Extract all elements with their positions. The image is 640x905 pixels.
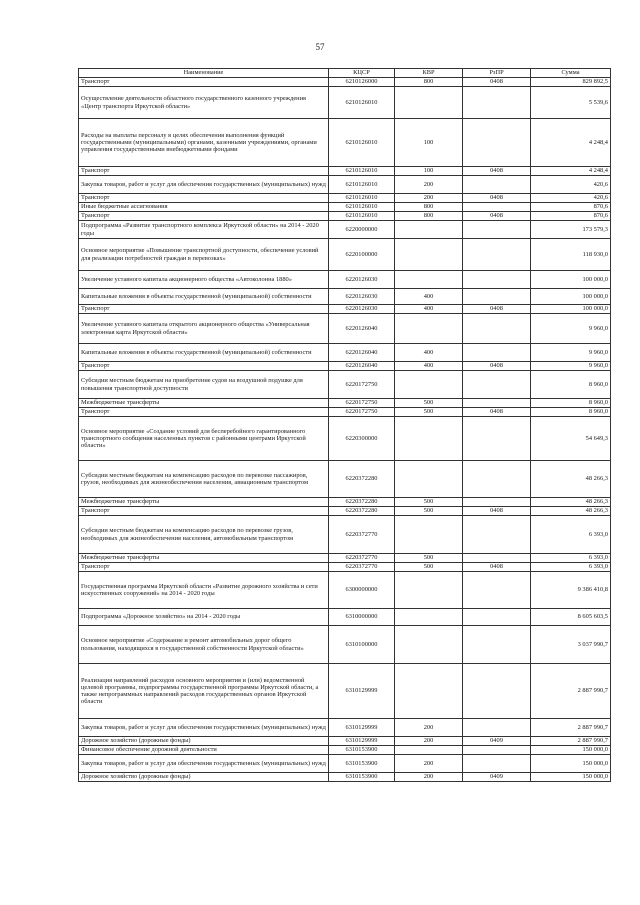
cell-name: Реализация направлений расходов основного мероприятия и (или) ведомственной целевой программы, подпрограммы государственной программы Иркутской области, а также непрограммных направлений расходов государственных органов Иркутской области: [79, 664, 329, 719]
cell-name: Транспорт: [79, 194, 329, 203]
cell-kcsr: 6220372770: [329, 563, 395, 572]
cell-name: Транспорт: [79, 408, 329, 417]
cell-rzpr: [463, 755, 531, 773]
cell-kvr: [395, 314, 463, 344]
table-row: [79, 664, 611, 719]
cell-rzpr: 0408: [463, 167, 531, 176]
cell-rzpr: 0408: [463, 78, 531, 87]
table-row: [79, 194, 611, 203]
cell-kcsr: 6220372770: [329, 516, 395, 554]
cell-name: Государственная программа Иркутской области «Развитие дорожного хозяйства и сети искусственных сооружений» на 2014 - 2020 годы: [79, 572, 329, 609]
cell-rzpr: [463, 344, 531, 362]
cell-kvr: [395, 664, 463, 719]
cell-sum: 4 248,4: [531, 167, 611, 176]
cell-kvr: 100: [395, 167, 463, 176]
cell-kvr: [395, 516, 463, 554]
table-row: [79, 609, 611, 626]
cell-kcsr: 6210126010: [329, 167, 395, 176]
cell-name: Закупка товаров, работ и услуг для обеспечения государственных (муниципальных) нужд: [79, 176, 329, 194]
cell-name: Межбюджетные трансферты: [79, 399, 329, 408]
table-row: [79, 78, 611, 87]
cell-name: Подпрограмма «Развитие транспортного комплекса Иркутской области» на 2014 - 2020 годы: [79, 221, 329, 239]
table-row: [79, 554, 611, 563]
cell-sum: 100 000,0: [531, 289, 611, 305]
cell-kcsr: 6310129999: [329, 664, 395, 719]
table-row: [79, 719, 611, 737]
cell-sum: 6 393,0: [531, 563, 611, 572]
cell-name: Транспорт: [79, 167, 329, 176]
table-row: [79, 167, 611, 176]
cell-name: Транспорт: [79, 78, 329, 87]
cell-rzpr: [463, 203, 531, 212]
cell-kcsr: 6210126010: [329, 203, 395, 212]
cell-name: Дорожное хозяйство (дорожные фонды): [79, 773, 329, 782]
table-row: [79, 289, 611, 305]
cell-kcsr: 6220372770: [329, 554, 395, 563]
cell-kvr: 500: [395, 554, 463, 563]
table-row: [79, 314, 611, 344]
cell-sum: 150 000,0: [531, 773, 611, 782]
cell-kvr: 500: [395, 507, 463, 516]
cell-sum: 8 960,0: [531, 399, 611, 408]
cell-kvr: 100: [395, 119, 463, 167]
cell-rzpr: 0408: [463, 362, 531, 371]
cell-kcsr: 6310153900: [329, 746, 395, 755]
cell-kvr: [395, 609, 463, 626]
cell-kcsr: 6310153900: [329, 773, 395, 782]
cell-name: Капитальные вложения в объекты государственной (муниципальной) собственности: [79, 289, 329, 305]
header-kvr: КВР: [395, 69, 463, 78]
cell-rzpr: [463, 314, 531, 344]
table-row: [79, 408, 611, 417]
cell-rzpr: 0408: [463, 212, 531, 221]
cell-name: Осуществление деятельности областного государственного казенного учреждения «Центр транспорта Иркутской области»: [79, 87, 329, 119]
cell-sum: 8 605 603,5: [531, 609, 611, 626]
table-row: [79, 507, 611, 516]
table-row: [79, 773, 611, 782]
table-header-row: [79, 69, 611, 78]
cell-sum: 8 960,0: [531, 408, 611, 417]
table-row: [79, 87, 611, 119]
cell-kcsr: 6220126040: [329, 344, 395, 362]
cell-sum: 9 960,0: [531, 314, 611, 344]
budget-table: [78, 68, 611, 782]
cell-sum: 100 000,0: [531, 271, 611, 289]
cell-sum: 870,6: [531, 203, 611, 212]
cell-rzpr: [463, 399, 531, 408]
cell-kcsr: 6300000000: [329, 572, 395, 609]
table-row: [79, 362, 611, 371]
cell-kcsr: 6220372280: [329, 461, 395, 498]
cell-kvr: 200: [395, 737, 463, 746]
cell-kvr: 500: [395, 399, 463, 408]
cell-sum: 870,6: [531, 212, 611, 221]
cell-sum: 420,6: [531, 176, 611, 194]
cell-sum: 829 892,5: [531, 78, 611, 87]
cell-sum: 6 393,0: [531, 554, 611, 563]
cell-kcsr: 6220172750: [329, 408, 395, 417]
cell-name: Капитальные вложения в объекты государственной (муниципальной) собственности: [79, 344, 329, 362]
cell-sum: 9 960,0: [531, 344, 611, 362]
table-row: [79, 461, 611, 498]
cell-rzpr: [463, 87, 531, 119]
table-row: [79, 371, 611, 399]
cell-kvr: [395, 221, 463, 239]
page-number: 57: [315, 42, 325, 52]
cell-rzpr: [463, 746, 531, 755]
cell-sum: 5 539,6: [531, 87, 611, 119]
cell-sum: 150 000,0: [531, 755, 611, 773]
cell-name: Транспорт: [79, 507, 329, 516]
cell-kvr: [395, 371, 463, 399]
cell-rzpr: 0408: [463, 507, 531, 516]
cell-rzpr: [463, 417, 531, 461]
cell-kvr: 500: [395, 563, 463, 572]
cell-kvr: 400: [395, 305, 463, 314]
cell-name: Иные бюджетные ассигнования: [79, 203, 329, 212]
cell-name: Закупка товаров, работ и услуг для обеспечения государственных (муниципальных) нужд: [79, 719, 329, 737]
cell-kcsr: 6220172750: [329, 399, 395, 408]
cell-kvr: [395, 572, 463, 609]
cell-kcsr: 6220000000: [329, 221, 395, 239]
cell-kcsr: 6210126010: [329, 119, 395, 167]
cell-kcsr: 6220372280: [329, 507, 395, 516]
table-row: [79, 271, 611, 289]
cell-name: Основное мероприятие «Содержание и ремонт автомобильных дорог общего пользования, находящихся в государственной собственности Иркутской области»: [79, 626, 329, 664]
cell-sum: 4 248,4: [531, 119, 611, 167]
cell-sum: 48 266,3: [531, 461, 611, 498]
cell-sum: 2 887 990,7: [531, 664, 611, 719]
cell-kvr: [395, 626, 463, 664]
table-row: [79, 626, 611, 664]
cell-kcsr: 6310100000: [329, 626, 395, 664]
cell-rzpr: [463, 271, 531, 289]
table-row: [79, 737, 611, 746]
cell-rzpr: [463, 664, 531, 719]
table-row: [79, 119, 611, 167]
cell-sum: 118 930,0: [531, 239, 611, 271]
cell-rzpr: 0408: [463, 305, 531, 314]
cell-rzpr: [463, 239, 531, 271]
cell-kvr: 800: [395, 203, 463, 212]
cell-sum: 9 960,0: [531, 362, 611, 371]
cell-sum: 2 887 990,7: [531, 737, 611, 746]
cell-kcsr: 6220372280: [329, 498, 395, 507]
cell-name: Транспорт: [79, 305, 329, 314]
cell-kvr: 200: [395, 719, 463, 737]
cell-rzpr: 0409: [463, 737, 531, 746]
cell-kcsr: 6310129999: [329, 737, 395, 746]
table-row: [79, 563, 611, 572]
cell-kvr: 800: [395, 78, 463, 87]
cell-kvr: [395, 461, 463, 498]
cell-sum: 9 386 410,8: [531, 572, 611, 609]
cell-name: Основное мероприятие «Повышение транспортной доступности, обеспечение условий для реализации потребностей граждан в перевозках»: [79, 239, 329, 271]
table-row: [79, 239, 611, 271]
cell-rzpr: [463, 572, 531, 609]
header-sum: Сумма: [531, 69, 611, 78]
cell-kvr: [395, 87, 463, 119]
cell-kcsr: 6310153900: [329, 755, 395, 773]
table-row: [79, 176, 611, 194]
cell-name: Транспорт: [79, 212, 329, 221]
cell-rzpr: 0408: [463, 408, 531, 417]
cell-sum: 2 887 990,7: [531, 719, 611, 737]
header-name: Наименование: [79, 69, 329, 78]
table-row: [79, 755, 611, 773]
cell-kcsr: 6210126010: [329, 87, 395, 119]
cell-name: Транспорт: [79, 563, 329, 572]
cell-kcsr: 6220300000: [329, 417, 395, 461]
cell-rzpr: 0408: [463, 563, 531, 572]
cell-rzpr: [463, 626, 531, 664]
cell-kvr: 500: [395, 498, 463, 507]
cell-sum: 420,6: [531, 194, 611, 203]
cell-kcsr: 6210126000: [329, 78, 395, 87]
cell-sum: 100 000,0: [531, 305, 611, 314]
cell-rzpr: [463, 119, 531, 167]
cell-sum: 48 266,3: [531, 498, 611, 507]
cell-kcsr: 6210126010: [329, 176, 395, 194]
cell-rzpr: [463, 461, 531, 498]
cell-kvr: 200: [395, 194, 463, 203]
table-row: [79, 746, 611, 755]
cell-kvr: 800: [395, 212, 463, 221]
cell-kcsr: 6210126010: [329, 194, 395, 203]
cell-name: Межбюджетные трансферты: [79, 554, 329, 563]
cell-name: Субсидии местным бюджетам на приобретение судов на воздушной подушке для повышения транспортной доступности: [79, 371, 329, 399]
cell-name: Дорожное хозяйство (дорожные фонды): [79, 737, 329, 746]
cell-kvr: [395, 271, 463, 289]
cell-kcsr: 6220126030: [329, 271, 395, 289]
cell-kcsr: 6220172750: [329, 371, 395, 399]
cell-rzpr: [463, 289, 531, 305]
cell-name: Подпрограмма «Дорожное хозяйство» на 2014 - 2020 годы: [79, 609, 329, 626]
cell-name: Основное мероприятие «Создание условий для бесперебойного гарантированного транспортного сообщения населенных пунктов с районными центрами Иркутской области»: [79, 417, 329, 461]
cell-kcsr: 6220126040: [329, 314, 395, 344]
cell-rzpr: [463, 498, 531, 507]
cell-name: Увеличение уставного капитала открытого акционерного общества «Универсальная электронная карта Иркутской области»: [79, 314, 329, 344]
cell-sum: 150 000,0: [531, 746, 611, 755]
cell-name: Закупка товаров, работ и услуг для обеспечения государственных (муниципальных) нужд: [79, 755, 329, 773]
cell-name: Финансовое обеспечение дорожной деятельности: [79, 746, 329, 755]
cell-kvr: [395, 746, 463, 755]
cell-kcsr: 6220126030: [329, 305, 395, 314]
cell-kcsr: 6210126010: [329, 212, 395, 221]
cell-kvr: 200: [395, 773, 463, 782]
cell-rzpr: [463, 609, 531, 626]
cell-rzpr: 0409: [463, 773, 531, 782]
cell-sum: 3 037 990,7: [531, 626, 611, 664]
table-row: [79, 516, 611, 554]
cell-kcsr: 6310129999: [329, 719, 395, 737]
cell-sum: 8 960,0: [531, 371, 611, 399]
cell-rzpr: [463, 371, 531, 399]
cell-name: Транспорт: [79, 362, 329, 371]
cell-rzpr: [463, 719, 531, 737]
table-row: [79, 212, 611, 221]
cell-sum: 6 393,0: [531, 516, 611, 554]
cell-kvr: [395, 239, 463, 271]
cell-kvr: [395, 417, 463, 461]
cell-kvr: 400: [395, 344, 463, 362]
cell-sum: 48 266,3: [531, 507, 611, 516]
table-row: [79, 203, 611, 212]
cell-name: Расходы на выплаты персоналу в целях обеспечения выполнения функций государственными (муниципальными) органами, казенными учреждениями, органами управления государственными внебюджетными фондами: [79, 119, 329, 167]
cell-kcsr: 6310000000: [329, 609, 395, 626]
header-rzpr: РзПР: [463, 69, 531, 78]
cell-rzpr: [463, 516, 531, 554]
cell-rzpr: [463, 554, 531, 563]
cell-sum: 173 579,3: [531, 221, 611, 239]
cell-kcsr: 6220100000: [329, 239, 395, 271]
table-row: [79, 344, 611, 362]
cell-name: Межбюджетные трансферты: [79, 498, 329, 507]
cell-kvr: 400: [395, 362, 463, 371]
cell-kvr: 400: [395, 289, 463, 305]
cell-name: Субсидии местным бюджетам на компенсацию расходов по перевозке грузов, необходимых для жизнеобеспечения населения, автомобильным транспортом: [79, 516, 329, 554]
table-row: [79, 221, 611, 239]
table-row: [79, 498, 611, 507]
header-kcsr: КЦСР: [329, 69, 395, 78]
table-row: [79, 572, 611, 609]
cell-kcsr: 6220126040: [329, 362, 395, 371]
cell-rzpr: [463, 176, 531, 194]
table-row: [79, 305, 611, 314]
cell-rzpr: [463, 221, 531, 239]
cell-kvr: 500: [395, 408, 463, 417]
cell-sum: 54 649,3: [531, 417, 611, 461]
cell-rzpr: 0408: [463, 194, 531, 203]
table-row: [79, 417, 611, 461]
cell-name: Субсидии местным бюджетам на компенсацию расходов по перевозке пассажиров, грузов, необходимых для жизнеобеспечения населения, авиационным транспортом: [79, 461, 329, 498]
cell-kvr: 200: [395, 755, 463, 773]
table-row: [79, 399, 611, 408]
cell-kcsr: 6220126030: [329, 289, 395, 305]
cell-name: Увеличение уставного капитала акционерного общества «Автоколонна 1880»: [79, 271, 329, 289]
cell-kvr: 200: [395, 176, 463, 194]
